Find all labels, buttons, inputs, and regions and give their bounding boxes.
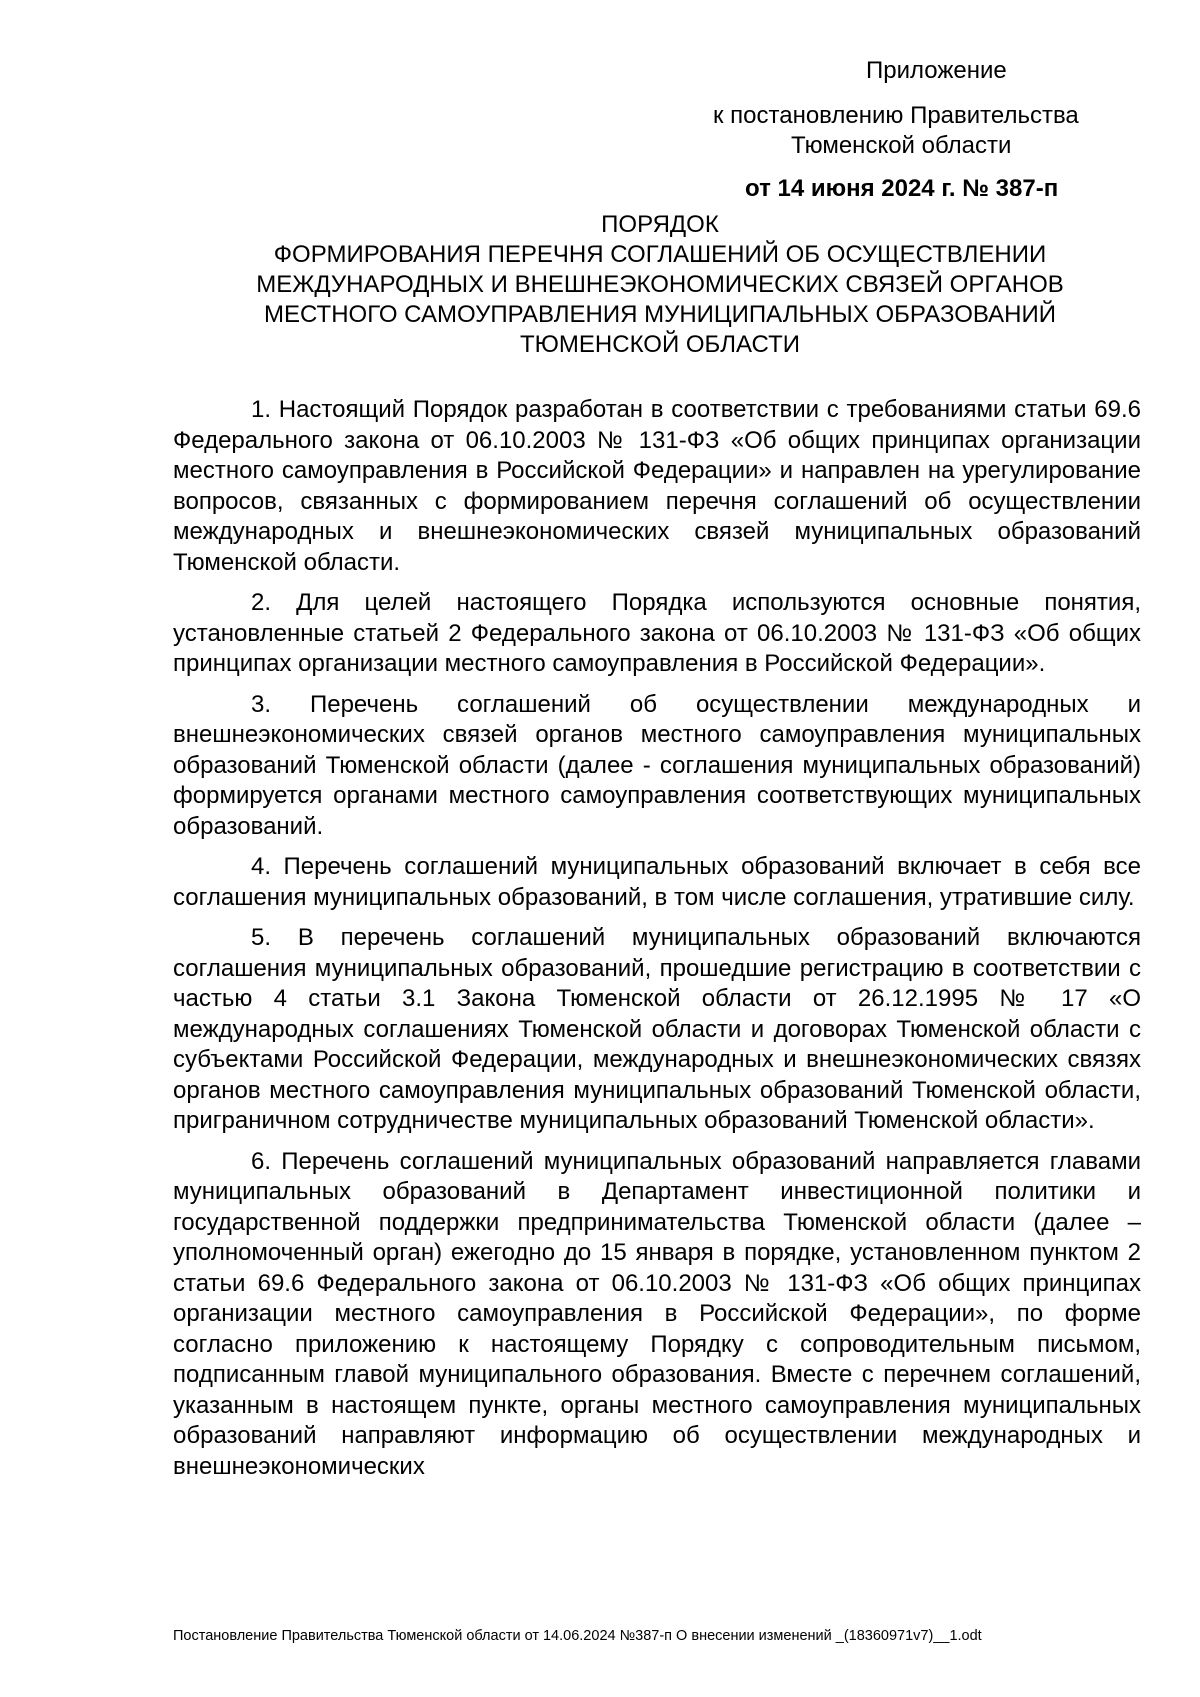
document-title: [170, 210, 1150, 360]
title-line: ТЮМЕНСКОЙ ОБЛАСТИ: [520, 331, 800, 358]
appendix-label: Приложение: [866, 57, 1007, 84]
paragraph-6: 6. Перечень соглашений муниципальных образований направляется главами муниципальных образований в Департамент инвестиционной политики и государственной поддержки предпринимательства Тюменской области (далее – уполномоченный орган) ежегодно до 15 января в порядке, установленном пунктом 2 статьи 69.6 Федерального закона от 06.10.2003 № 131-ФЗ «Об общих принципах организации местного самоуправления в Российской Федерации», по форме согласно приложению к настоящему Порядку с сопроводительным письмом, подписанным главой муниципального образования. Вместе с перечнем соглашений, указанным в настоящем пункте, органы местного самоуправления муниципальных образований направляют информацию об осуществлении международных и внешнеэкономических: [173, 1147, 1141, 1480]
title-line: ФОРМИРОВАНИЯ ПЕРЕЧНЯ СОГЛАШЕНИЙ ОБ ОСУЩЕСТВЛЕНИИ: [273, 241, 1047, 268]
title-line: МЕСТНОГО САМОУПРАВЛЕНИЯ МУНИЦИПАЛЬНЫХ ОБРАЗОВАНИЙ: [264, 301, 1056, 328]
paragraph-1: 1. Настоящий Порядок разработан в соответствии с требованиями статьи 69.6 Федерального закона от 06.10.2003 № 131-ФЗ «Об общих принципах организации местного самоуправления в Российской Федерации» и направлен на урегулирование вопросов, связанных с формированием перечня соглашений об осуществлении международных и внешнеэкономических связей муниципальных образований Тюменской области.: [173, 396, 1141, 576]
document-body: [173, 395, 1141, 1492]
title-line: ПОРЯДОК: [601, 211, 719, 238]
resolution-reference: к постановлению Правительства: [713, 102, 1079, 129]
page-footer: Постановление Правительства Тюменской области от 14.06.2024 №387-п О внесении изменений _(18360971v7)__1.odt: [173, 1628, 982, 1644]
paragraph-5: 5. В перечень соглашений муниципальных образований включаются соглашения муниципальных образований, прошедшие регистрацию в соответствии с частью 4 статьи 3.1 Закона Тюменской области от 26.12.1995 № 17 «О международных соглашениях Тюменской области и договорах Тюменской области с субъектами Российской Федерации, международных и внешнеэкономических связях органов местного самоуправления муниципальных образований Тюменской области, приграничном сотрудничестве муниципальных образований Тюменской области».: [173, 924, 1141, 1134]
paragraph-3: 3. Перечень соглашений об осуществлении международных и внешнеэкономических связей органов местного самоуправления муниципальных образований Тюменской области (далее - соглашения муниципальных образований) формируется органами местного самоуправления соответствующих муниципальных образований.: [173, 690, 1141, 840]
paragraph-2: 2. Для целей настоящего Порядка используются основные понятия, установленные статьей 2 Федерального закона от 06.10.2003 № 131-ФЗ «Об общих принципах организации местного самоуправления в Российской Федерации».: [173, 589, 1141, 677]
title-line: МЕЖДУНАРОДНЫХ И ВНЕШНЕЭКОНОМИЧЕСКИХ СВЯЗЕЙ ОРГАНОВ: [256, 271, 1064, 298]
resolution-date-number: от 14 июня 2024 г. № 387-п: [745, 175, 1059, 202]
paragraph-4: 4. Перечень соглашений муниципальных образований включает в себя все соглашения муниципальных образований, в том числе соглашения, утратившие силу.: [173, 853, 1141, 911]
region-name: Тюменской области: [791, 132, 1012, 159]
